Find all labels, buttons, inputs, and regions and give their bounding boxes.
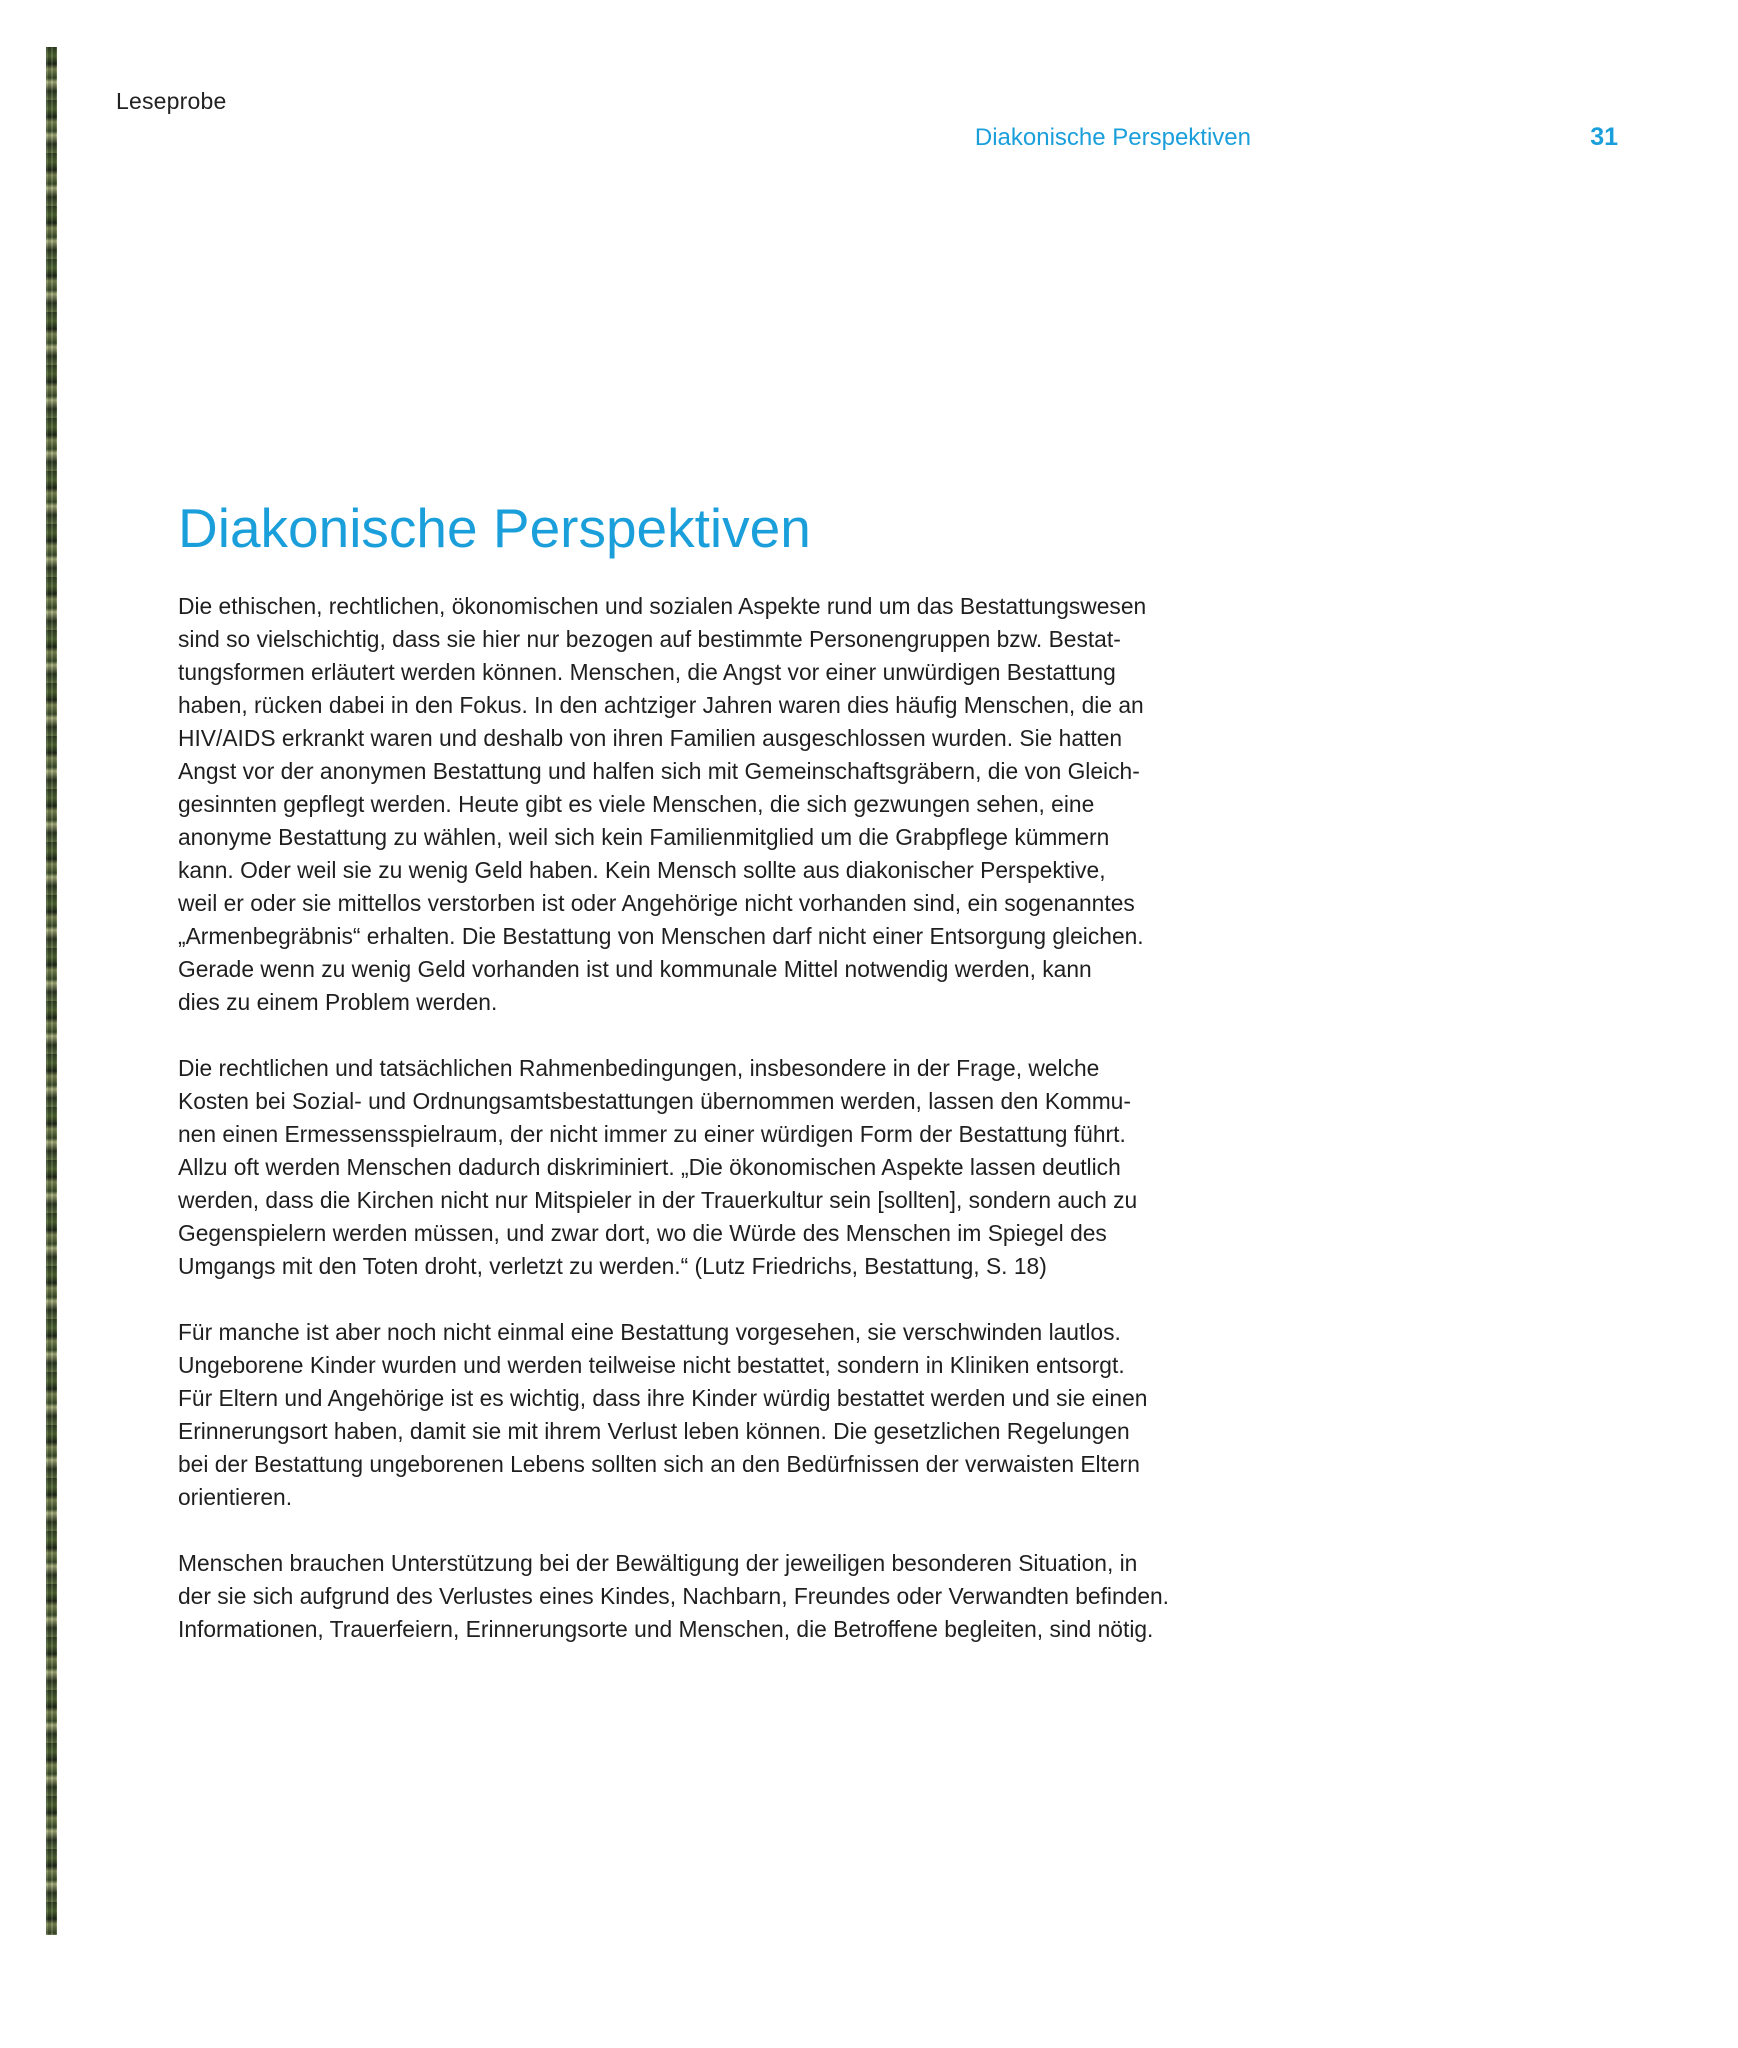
- paragraph-2: Die rechtlichen und tatsächlichen Rahmenbedingungen, insbesondere in der Frage, welche Kosten bei Sozial- und Ordnungsamtsbestattungen übernommen werden, lassen den Kommu- nen einen Ermessensspielraum, der nicht immer zu einer würdigen Form der Bestattung führt. Allzu oft werden Menschen dadurch diskriminiert. „Die ökonomischen Aspekte lassen deutlich werden, dass die Kirchen nicht nur Mitspieler in der Trauerkultur sein [sollten], sondern auch zu Gegenspielern werden müssen, und zwar dort, wo die Würde des Menschen im Spiegel des Umgangs mit den Toten droht, verletzt zu werden.“ (Lutz Friedrichs, Bestattung, S. 18): [178, 1055, 1138, 1279]
- page-number: 31: [1590, 123, 1618, 151]
- paragraph-4: Menschen brauchen Unterstützung bei der Bewältigung der jeweiligen besonderen Situation, in der sie sich aufgrund des Verlustes eines Kindes, Nachbarn, Freundes oder Verwandten befinden. Informationen, Trauerfeiern, Erinnerungsorte und Menschen, die Betroffene begleiten, sind nötig.: [178, 1550, 1170, 1642]
- article-title: Diakonische Perspektiven: [178, 497, 811, 559]
- photo-edge-strip: [46, 47, 57, 1935]
- paragraph-1: Die ethischen, rechtlichen, ökonomischen und sozialen Aspekte rund um das Bestattungswesen sind so vielschichtig, dass sie hier nur bezogen auf bestimmte Personengruppen bzw. Bestat- tungsformen erläutert werden können. Menschen, die Angst vor einer unwürdigen Bestattung haben, rücken dabei in den Fokus. In den achtziger Jahren waren dies häufig Menschen, die an HIV/AIDS erkrankt waren und deshalb von ihren Familien ausgeschlossen wurden. Sie hatten Angst vor der anonymen Bestattung und halfen sich mit Gemeinschaftsgräbern, die von Gleich- gesinnten gepflegt werden. Heute gibt es viele Menschen, die sich gezwungen sehen, eine anonyme Bestattung zu wählen, weil sich kein Familienmitglied um die Grabpflege kümmern kann. Oder weil sie zu wenig Geld haben. Kein Mensch sollte aus diakonischer Perspektive, weil er oder sie mittellos verstorben ist oder Angehörige nicht vorhanden sind, ein sogenanntes „Armenbegräbnis“ erhalten. Die Bestattung von Menschen darf nicht einer Entsorgung gleichen. Gerade wenn zu wenig Geld vorhanden ist und kommunale Mittel notwendig werden, kann dies zu einem Problem werden.: [178, 593, 1147, 1015]
- running-head: Diakonische Perspektiven: [974, 124, 1251, 151]
- paragraph-3: Für manche ist aber noch nicht einmal eine Bestattung vorgesehen, sie verschwinden lautlos. Ungeborene Kinder wurden und werden teilweise nicht bestattet, sondern in Kliniken entsorgt. Für Eltern und Angehörige ist es wichtig, dass ihre Kinder würdig bestattet werden und sie einen Erinnerungsort haben, damit sie mit ihrem Verlust leben können. Die gesetzlichen Regelungen bei der Bestattung ungeborenen Lebens sollten sich an den Bedürfnissen der verwaisten Eltern orientieren.: [178, 1319, 1148, 1510]
- leseprobe-label: Leseprobe: [116, 88, 227, 114]
- article-body: [178, 496, 1268, 1679]
